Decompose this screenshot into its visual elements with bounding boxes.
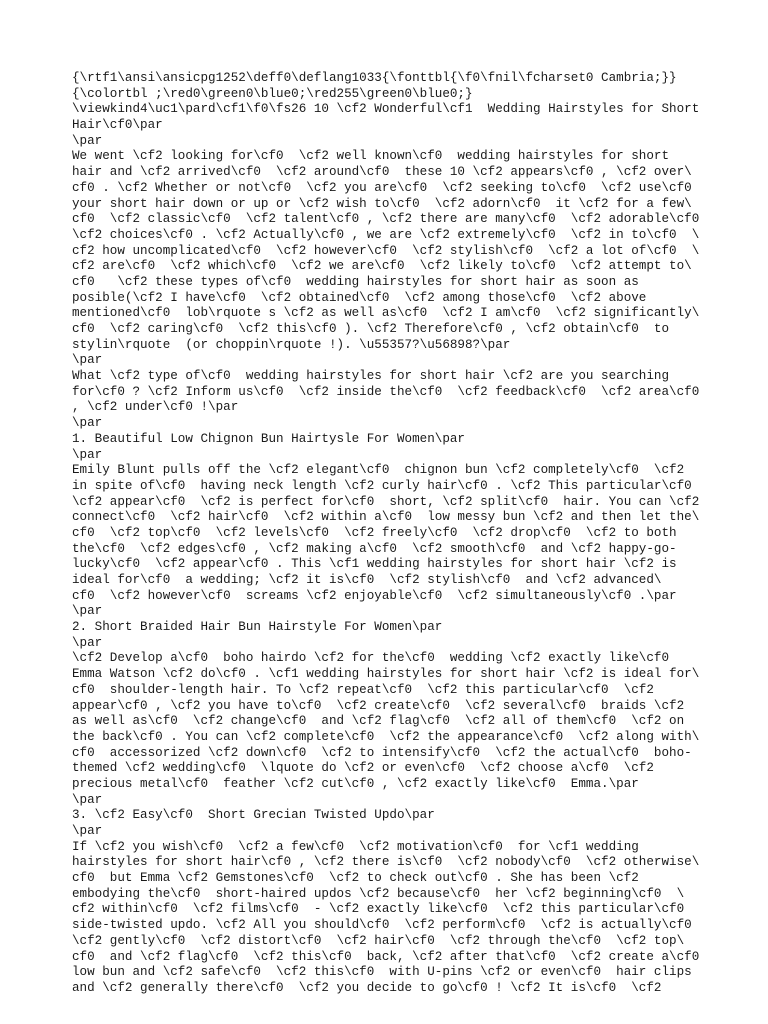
text-line: appear\cf0 , \cf2 you have to\cf0 \cf2 create\cf0 \cf2 several\cf0 braids \cf2 (72, 698, 685, 713)
text-line: cf2 are\cf0 \cf2 which\cf0 \cf2 we are\cf0 \cf2 likely to\cf0 \cf2 attempt to\ (72, 259, 692, 274)
text-line: \par (72, 133, 103, 148)
text-line: \cf2 gently\cf0 \cf2 distort\cf0 \cf2 hair\cf0 \cf2 through the\cf0 \cf2 top\ (72, 933, 685, 948)
text-line: Emily Blunt pulls off the \cf2 elegant\cf0 chignon bun \cf2 completely\cf0 \cf2 (72, 463, 685, 478)
text-line: cf0 but Emma \cf2 Gemstones\cf0 \cf2 to check out\cf0 . She has been \cf2 (72, 871, 639, 886)
text-line: \cf2 appear\cf0 \cf2 is perfect for\cf0 short, \cf2 split\cf0 hair. You can \cf2 (72, 494, 700, 509)
text-line: the back\cf0 . You can \cf2 complete\cf0 \cf2 the appearance\cf0 \cf2 along with\ (72, 729, 700, 744)
text-line: cf0 \cf2 these types of\cf0 wedding hairstyles for short hair as soon as (72, 274, 639, 289)
text-line: embodying the\cf0 short-haired updos \cf2 because\cf0 her \cf2 beginning\cf0 \ (72, 886, 685, 901)
text-line: mentioned\cf0 lob\rquote s \cf2 as well as\cf0 \cf2 I am\cf0 \cf2 significantly\ (72, 306, 700, 321)
text-line: cf2 within\cf0 \cf2 films\cf0 - \cf2 exactly like\cf0 \cf2 this particular\cf0 (72, 902, 685, 917)
text-line: cf0 \cf2 classic\cf0 \cf2 talent\cf0 , \cf2 there are many\cf0 \cf2 adorable\cf0 (72, 212, 700, 227)
text-line: \par (72, 447, 103, 462)
text-line: \par (72, 792, 103, 807)
text-line: connect\cf0 \cf2 hair\cf0 \cf2 within a\cf0 low messy bun \cf2 and then let the\ (72, 510, 700, 525)
text-line: cf0 \cf2 top\cf0 \cf2 levels\cf0 \cf2 freely\cf0 \cf2 drop\cf0 \cf2 to both (72, 525, 677, 540)
text-line: cf0 and \cf2 flag\cf0 \cf2 this\cf0 back, \cf2 after that\cf0 \cf2 create a\cf0 (72, 949, 700, 964)
text-line: the\cf0 \cf2 edges\cf0 , \cf2 making a\cf0 \cf2 smooth\cf0 and \cf2 happy-go- (72, 541, 677, 556)
text-line: cf0 accessorized \cf2 down\cf0 \cf2 to intensify\cf0 \cf2 the actual\cf0 boho- (72, 745, 692, 760)
text-line: posible(\cf2 I have\cf0 \cf2 obtained\cf0 \cf2 among those\cf0 \cf2 above (72, 290, 647, 305)
text-line: {\rtf1\ansi\ansicpg1252\deff0\deflang1033{\fonttbl{\f0\fnil\fcharset0 Cambria;}} (72, 71, 677, 85)
text-line: Hair\cf0\par (72, 118, 163, 133)
rtf-source-text (72, 71, 762, 997)
text-line: stylin\rquote (or choppin\rquote !). \u55357?\u56898?\par (72, 337, 511, 352)
text-line: , \cf2 under\cf0 !\par (72, 400, 239, 415)
text-line: in spite of\cf0 having neck length \cf2 curly hair\cf0 . \cf2 This particular\cf0 (72, 478, 692, 493)
text-line: as well as\cf0 \cf2 change\cf0 and \cf2 flag\cf0 \cf2 all of them\cf0 \cf2 on (72, 714, 685, 729)
text-line: {\colortbl ;\red0\green0\blue0;\red255\green0\blue0;} (72, 86, 473, 101)
text-line: for\cf0 ? \cf2 Inform us\cf0 \cf2 inside the\cf0 \cf2 feedback\cf0 \cf2 area\cf0 (72, 384, 700, 399)
text-line: Emma Watson \cf2 do\cf0 . \cf1 wedding hairstyles for short hair \cf2 is ideal for\ (72, 667, 700, 682)
text-line: If \cf2 you wish\cf0 \cf2 a few\cf0 \cf2 motivation\cf0 for \cf1 wedding (72, 839, 639, 854)
text-line: We went \cf2 looking for\cf0 \cf2 well known\cf0 wedding hairstyles for short (72, 149, 670, 164)
text-line: themed \cf2 wedding\cf0 \lquote do \cf2 or even\cf0 \cf2 choose a\cf0 \cf2 (72, 761, 654, 776)
text-line: cf0 \cf2 however\cf0 screams \cf2 enjoyable\cf0 \cf2 simultaneously\cf0 .\par (72, 588, 677, 603)
text-line: \par (72, 604, 103, 619)
text-line: lucky\cf0 \cf2 appear\cf0 . This \cf1 wedding hairstyles for short hair \cf2 is (72, 557, 677, 572)
text-line: \par (72, 416, 103, 431)
text-line: 2. Short Braided Hair Bun Hairstyle For Women\par (72, 620, 443, 635)
text-line: side-twisted updo. \cf2 All you should\cf0 \cf2 perform\cf0 \cf2 is actually\cf0 (72, 918, 692, 933)
text-line: \cf2 choices\cf0 . \cf2 Actually\cf0 , we are \cf2 extremely\cf0 \cf2 in to\cf0 \ (72, 227, 700, 242)
text-line: cf0 \cf2 caring\cf0 \cf2 this\cf0 ). \cf2 Therefore\cf0 , \cf2 obtain\cf0 to (72, 322, 670, 336)
text-line: your short hair down or up or \cf2 wish to\cf0 \cf2 adorn\cf0 it \cf2 for a few\ (72, 196, 692, 211)
text-line: \par (72, 353, 103, 368)
text-line: What \cf2 type of\cf0 wedding hairstyles for short hair \cf2 are you searching (72, 369, 670, 384)
text-line: \par (72, 635, 103, 650)
text-line: \viewkind4\uc1\pard\cf1\f0\fs26 10 \cf2 Wonderful\cf1 Wedding Hairstyles for Short (72, 102, 700, 117)
text-line: \par (72, 824, 103, 838)
text-line: low bun and \cf2 safe\cf0 \cf2 this\cf0 with U-pins \cf2 or even\cf0 hair clips (72, 965, 692, 980)
text-line: 3. \cf2 Easy\cf0 Short Grecian Twisted Updo\par (72, 808, 435, 823)
text-line: 1. Beautiful Low Chignon Bun Hairtysle For Women\par (72, 431, 465, 446)
text-line: hairstyles for short hair\cf0 , \cf2 there is\cf0 \cf2 nobody\cf0 \cf2 otherwise\ (72, 855, 700, 870)
text-line: ideal for\cf0 a wedding; \cf2 it is\cf0 \cf2 stylish\cf0 and \cf2 advanced\ (72, 573, 662, 587)
text-line: cf0 . \cf2 Whether or not\cf0 \cf2 you are\cf0 \cf2 seeking to\cf0 \cf2 use\cf0 (72, 180, 692, 195)
text-line: precious metal\cf0 feather \cf2 cut\cf0 , \cf2 exactly like\cf0 Emma.\par (72, 776, 639, 791)
text-line: \cf2 Develop a\cf0 boho hairdo \cf2 for the\cf0 wedding \cf2 exactly like\cf0 (72, 651, 670, 666)
text-line: and \cf2 generally there\cf0 \cf2 you decide to go\cf0 ! \cf2 It is\cf0 \cf2 (72, 980, 662, 995)
text-line: hair and \cf2 arrived\cf0 \cf2 around\cf0 these 10 \cf2 appears\cf0 , \cf2 over\ (72, 165, 692, 180)
text-line: cf2 how uncomplicated\cf0 \cf2 however\cf0 \cf2 stylish\cf0 \cf2 a lot of\cf0 \ (72, 243, 700, 258)
text-line: cf0 shoulder-length hair. To \cf2 repeat\cf0 \cf2 this particular\cf0 \cf2 (72, 682, 654, 697)
